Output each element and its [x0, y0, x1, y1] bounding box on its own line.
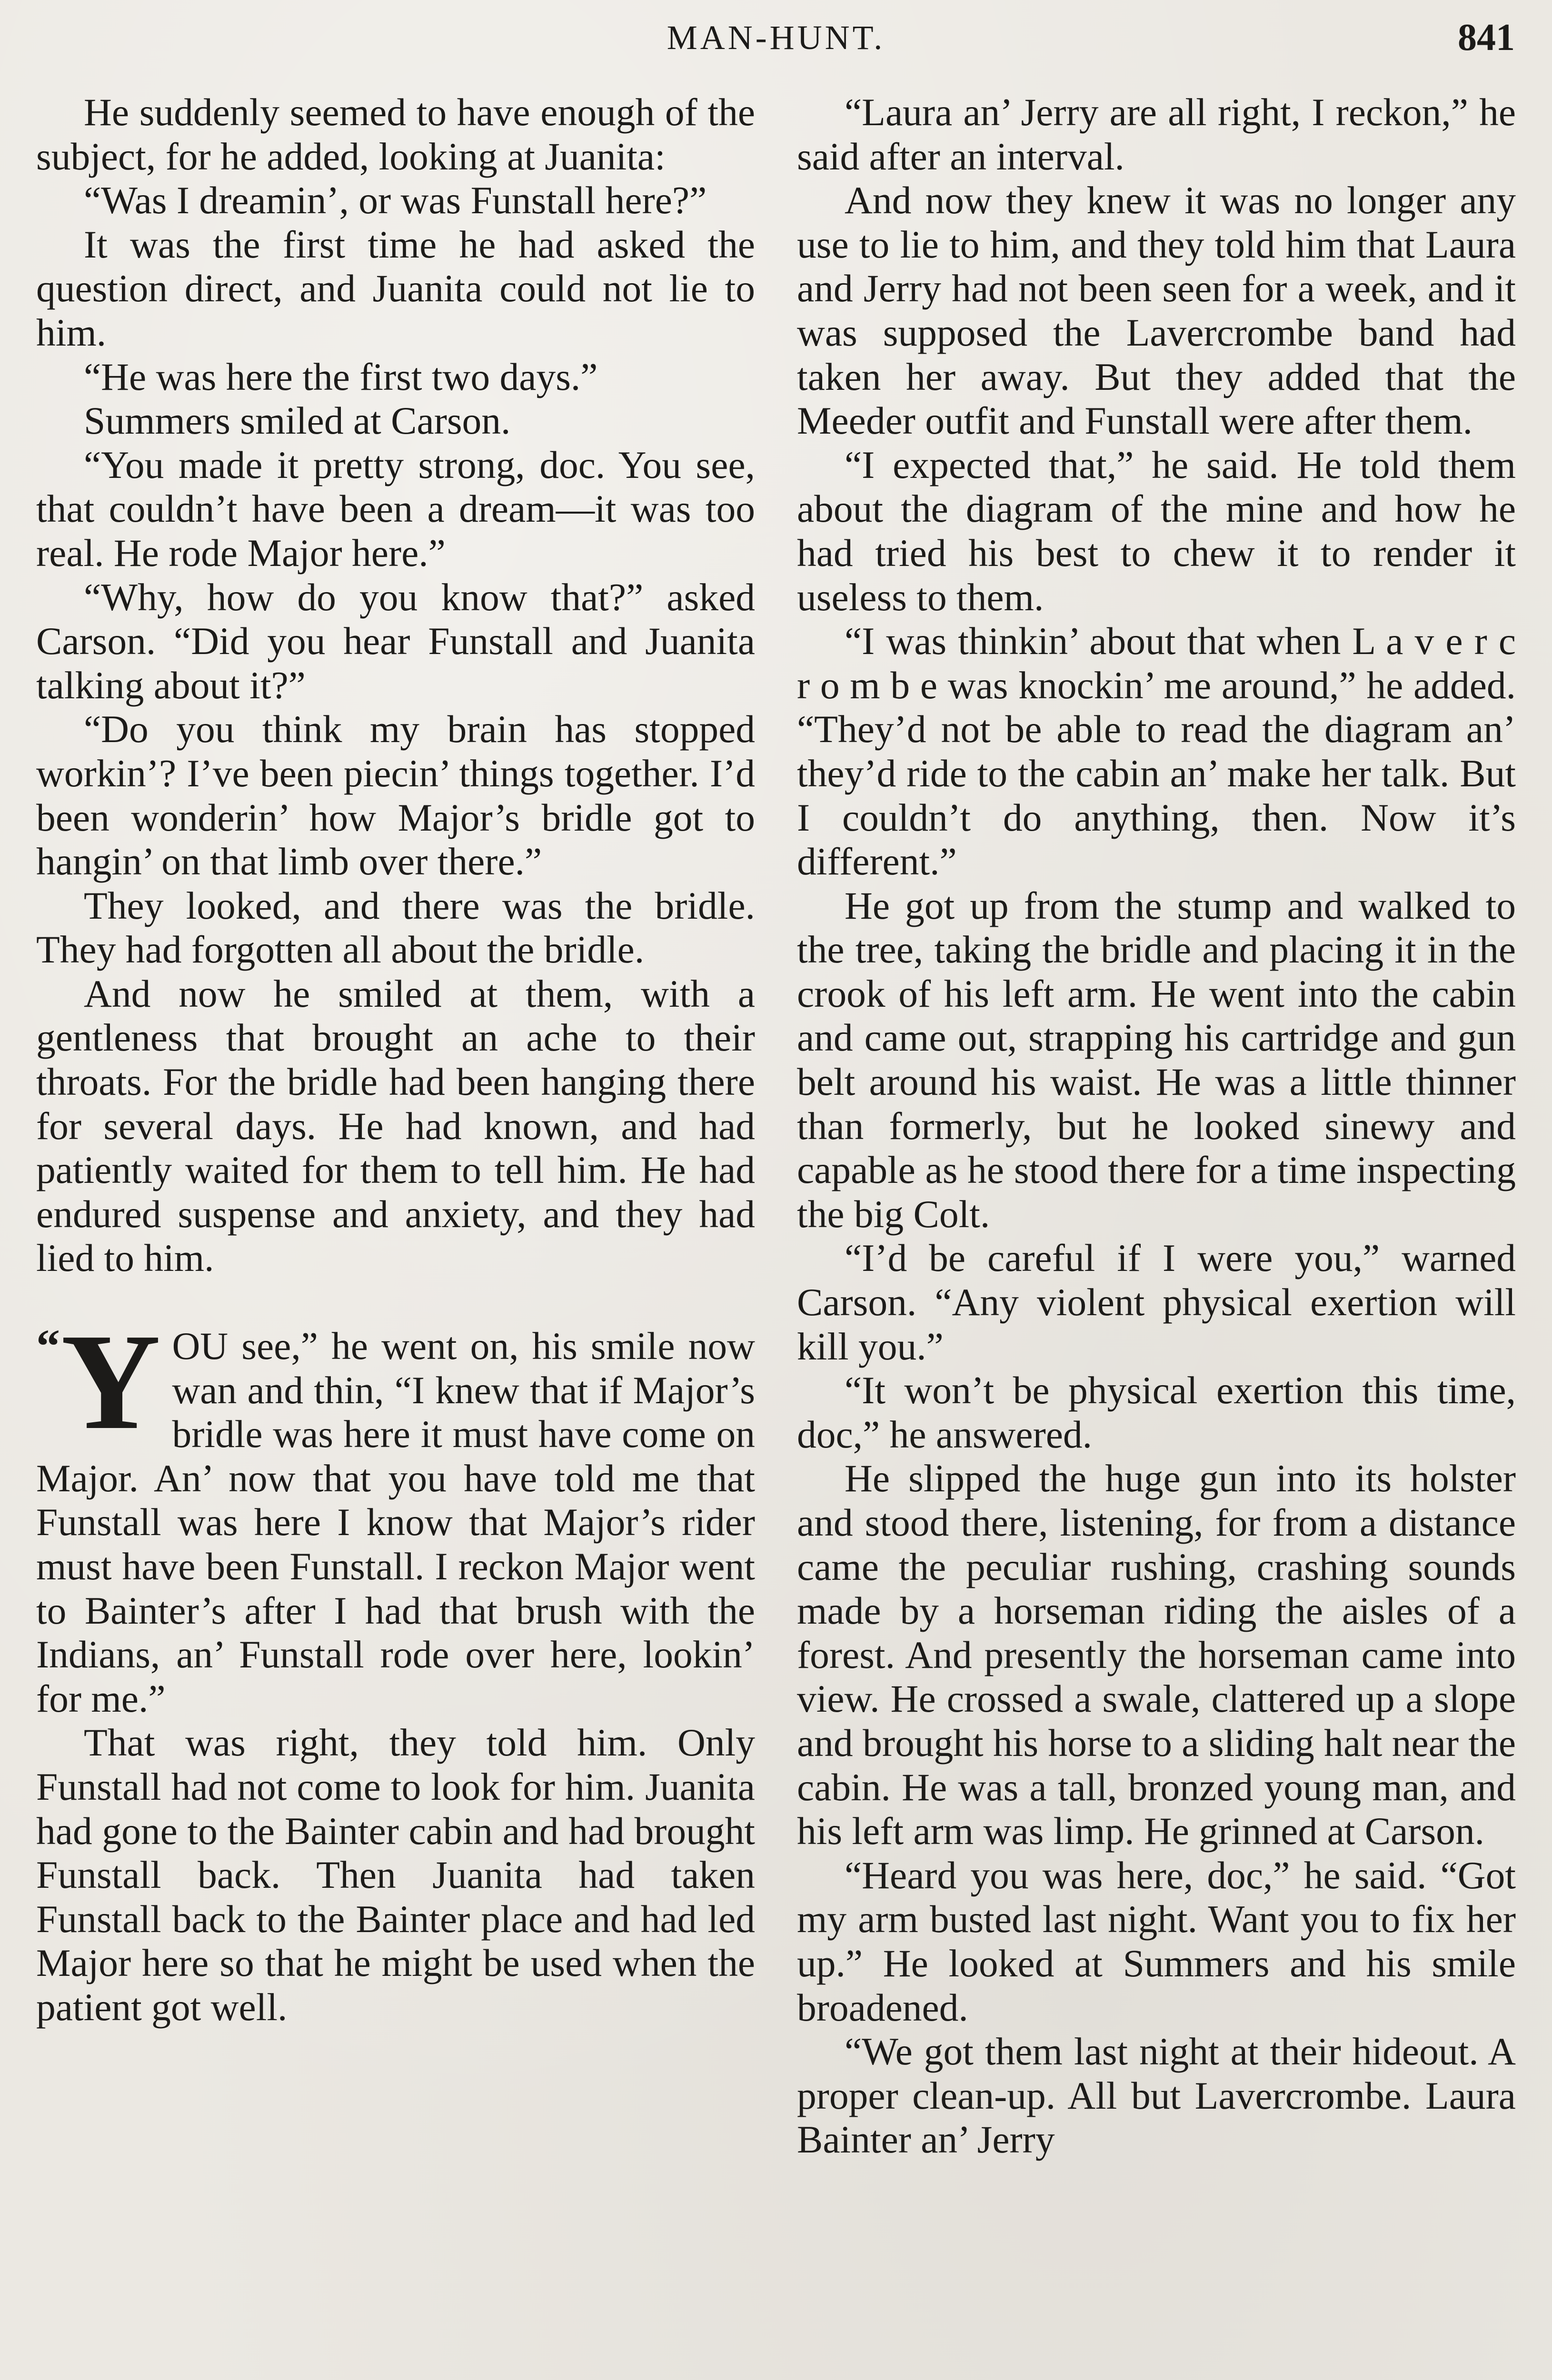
paragraph: “Heard you was here, doc,” he said. “Got my arm busted last night. Want you to fix her up.” He looked at Summers and his smile broadened.: [797, 1853, 1516, 2029]
page-number: 841: [1458, 17, 1515, 59]
paragraph: That was right, they told him. Only Funstall had not come to look for him. Juanita had gone to the Bainter cabin and had brought Funstall back. Then Juanita had taken Funstall back to the Bainter place and had led Major here so that he might be used when the patient got well.: [36, 1721, 755, 2029]
paragraph: He got up from the stump and walked to the tree, taking the bridle and placing it in the crook of his left arm. He went into the cabin and came out, strapping his cartridge and gun belt around his waist. He was a little thinner than formerly, but he looked sinewy and capable as he stood there for a time inspecting the big Colt.: [797, 883, 1516, 1236]
paragraph: They looked, and there was the bridle. They had forgotten all about the bridle.: [36, 883, 755, 972]
paragraph: “You made it pretty strong, doc. You see, that couldn’t have been a dream—it was too real. He rode Major here.”: [36, 443, 755, 575]
paragraph: “I was thinkin’ about that when L a v e r c r o m b e was knockin’ me around,” he added. “They’d not be able to read the diagram an’ they’d ride to the cabin an’ make her talk. But I couldn’t do anything, then. Now it’s different.”: [797, 619, 1516, 883]
dropcap-letter: Y: [61, 1305, 161, 1458]
paragraph: “Laura an’ Jerry are all right, I reckon,” he said after an interval.: [797, 90, 1516, 178]
paragraph: “We got them last night at their hideout. A proper clean-up. All but Lavercrombe. Laura Bainter an’ Jerry: [797, 2030, 1516, 2162]
paragraph: Summers smiled at Carson.: [84, 399, 511, 443]
dropcap-open-quote: “: [36, 1319, 60, 1373]
paragraph: “I expected that,” he said. He told them about the diagram of the mine and how he had tried his best to chew it to render it useless to them.: [797, 443, 1516, 619]
paragraph: “Was I dreamin’, or was Funstall here?”: [84, 178, 707, 222]
paragraph: “Do you think my brain has stopped workin’? I’ve been piecin’ things together. I’d been wonderin’ how Major’s bridle got to hangin’ on that limb over there.”: [36, 707, 755, 883]
paragraph: And now they knew it was no longer any use to lie to him, and they told him that Laura and Jerry had not been seen for a week, and it was supposed the Lavercrombe band had taken her away. But they added that the Meeder outfit and Funstall were after them.: [797, 178, 1516, 443]
dropcap-paragraph: [36, 1305, 755, 1721]
paragraph: And now he smiled at them, with a gentleness that brought an ache to their throats. For the bridle had been hanging there for several days. He had known, and had patiently waited for them to tell him. He had endured suspense and anxiety, and they had lied to him.: [36, 972, 755, 1280]
paragraph: “It won’t be physical exertion this time, doc,” he answered.: [797, 1368, 1516, 1456]
paragraph: “I’d be careful if I were you,” warned Carson. “Any violent physical exertion will kill you.”: [797, 1236, 1516, 1368]
dropcap-paragraph-text: OU see,” he went on, his smile now wan and thin, “I knew that if Major’s bridle was here it must have come on Major. An’ now that you have told me that Funstall was here I know that Major’s rider must have been Funstall. I reckon Major went to Bainter’s after I had that brush with the Indians, an’ Funstall rode over here, lookin’ for me.”: [36, 1324, 755, 1720]
running-head: [0, 13, 1552, 66]
paragraph: He slipped the huge gun into its holster and stood there, listening, for from a distance came the peculiar rushing, crashing sounds made by a horseman riding the aisles of a forest. And presently the horseman came into view. He crossed a swale, clattered up a slope and brought his horse to a sliding halt near the cabin. He was a tall, bronzed young man, and his left arm was limp. He grinned at Carson.: [797, 1457, 1516, 1853]
right-column: [797, 90, 1516, 2380]
paragraph: “He was here the first two days.”: [84, 355, 598, 398]
paragraph: “Why, how do you know that?” asked Carson. “Did you hear Funstall and Juanita talking about it?”: [36, 575, 755, 707]
paragraph: He suddenly seemed to have enough of the subject, for he added, looking at Juanita:: [36, 90, 755, 178]
running-title: MAN-HUNT.: [667, 19, 885, 57]
paragraph: It was the first time he had asked the question direct, and Juanita could not lie to him.: [36, 222, 755, 354]
left-column: [36, 90, 755, 2380]
